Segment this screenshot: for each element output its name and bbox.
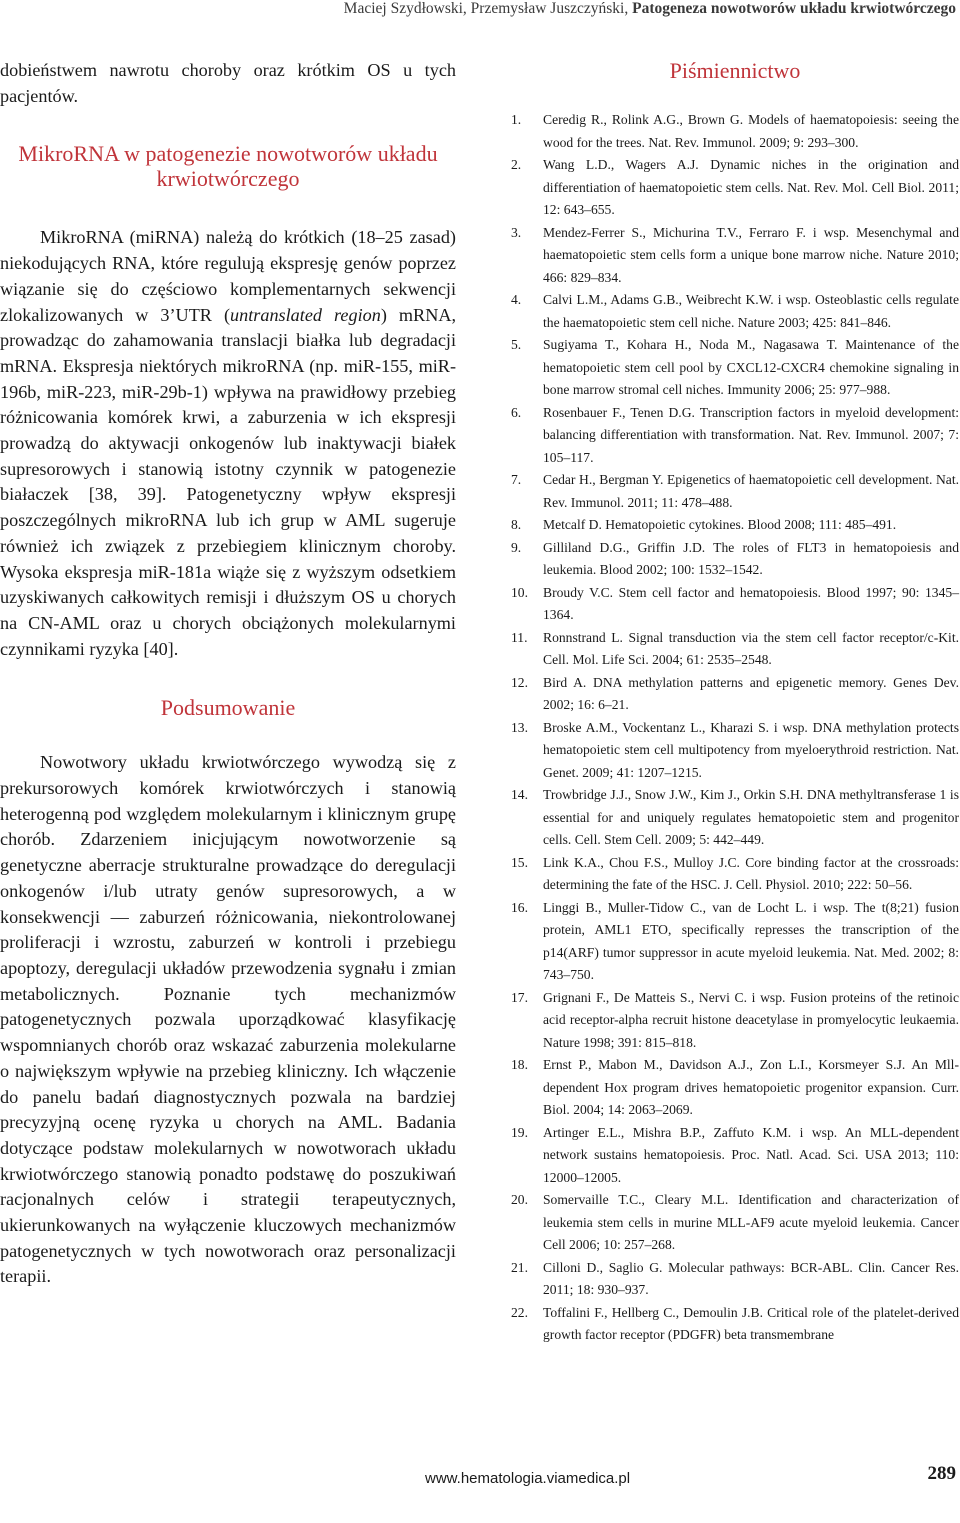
mikrorna-text-1: MikroRNA (miRNA) należą do krótkich (18–25 zasad) niekodujących RNA, które regulują ekspresję genów poprzez wiązanie się do częściowo komplementarnych sekwencji zlokalizowanych w 3’UTR ( [0, 227, 456, 325]
reference-number: 10. [511, 584, 528, 600]
reference-text: Somervaille T.C., Cleary M.L. Identification and characterization of leukemia stem cells in murine MLL-AF9 acute myeloid leukemia. Cancer Cell 2006; 10: 257–268. [543, 1192, 959, 1252]
reference-number: 7. [511, 472, 522, 487]
reference-text: Broudy V.C. Stem cell factor and hematopoiesis. Blood 1997; 90: 1345–1364. [543, 584, 959, 622]
reference-number: 9. [511, 539, 522, 555]
reference-number: 15. [511, 854, 528, 870]
reference-text: Link K.A., Chou F.S., Mulloy J.C. Core binding factor at the crossroads: determining the fate of the HSC. J. Cell. Physiol. 2010; 222: 50–56. [543, 854, 959, 892]
running-header [344, 0, 956, 18]
reference-number: 20. [511, 1192, 528, 1207]
reference-number: 8. [511, 517, 522, 532]
reference-number: 1. [511, 112, 522, 127]
reference-item [511, 897, 959, 987]
reference-text: Rosenbauer F., Tenen D.G. Transcription factors in myeloid development: balancing differentiation with transformation. Nat. Rev. Immunol. 2007; 7: 105–117. [543, 404, 959, 465]
reference-item [511, 1257, 959, 1302]
reference-item [511, 514, 959, 537]
reference-item [511, 1189, 959, 1257]
reference-number: 4. [511, 292, 522, 307]
reference-text: Ceredig R., Rolink A.G., Brown G. Models of haematopoiesis: seeing the wood for the trees. Nat. Rev. Immunol. 2009; 9: 293–300. [543, 112, 959, 150]
reference-number: 3. [511, 224, 522, 240]
reference-number: 2. [511, 157, 522, 172]
reference-text: Cedar H., Bergman Y. Epigenetics of haematopoietic cell development. Nat. Rev. Immunol. 2011; 11: 478–488. [543, 472, 959, 510]
reference-number: 11. [511, 629, 528, 645]
reference-number: 13. [511, 719, 528, 735]
reference-text: Grignani F., De Matteis S., Nervi C. i wsp. Fusion proteins of the retinoic acid receptor-alpha recruit histone deacetylase in promyelocytic leukaemia. Nature 1998; 391: 815–818. [543, 989, 959, 1050]
section-heading-mikrorna: MikroRNA w patogenezie nowotworów układu krwiotwórczego [18, 141, 438, 192]
section-heading-podsumowanie: Podsumowanie [160, 695, 296, 721]
reference-text: Sugiyama T., Kohara H., Noda M., Nagasawa T. Maintenance of the hematopoietic stem cell pool by CXCL12-CXCR4 chemokine signaling in bone marrow stromal cell niches. Immunity 2006; 25: 977–988. [543, 337, 959, 397]
reference-text: Metcalf D. Hematopoietic cytokines. Blood 2008; 111: 485–491. [543, 517, 897, 532]
mikrorna-text-2: ) mRNA, prowadząc do zahamowania translacji białka lub degradacji mRNA. Ekspresja niektórych mikroRNA (np. miR-155, miR-196b, miR-223, miR-29b-1) wpływa na prawidłowy przebieg różnicowania komórek krwi, a zaburzenia w ich ekspresji prowadzą do aktywacji onkogenów lub inaktywacji białek supresorowych i stanowią istotny czynnik w patogenezie białaczek [38, 39]. Patogenetyczny wpływ ekspresji poszczególnych mikroRNA lub ich grup w AML sugeruje również ich związek z przebiegiem klinicznym choroby. Wysoka ekspresja miR-181a wiąże się z wyższym odsetkiem uzyskiwanych całkowitych remisji i dłuższym OS u chorych na CN-AML oraz u chorych obciążonych molekularnymi czynnikami ryzyka [40]. [0, 304, 457, 659]
reference-item [511, 852, 959, 897]
reference-item [511, 222, 959, 290]
reference-number: 19. [511, 1124, 528, 1140]
reference-item [511, 672, 959, 717]
reference-text: Ronnstrand L. Signal transduction via the stem cell factor receptor/c-Kit. Cell. Mol. Life Sci. 2004; 61: 2535–2548. [543, 629, 959, 667]
page-number: 289 [927, 1463, 956, 1484]
reference-text: Wang L.D., Wagers A.J. Dynamic niches in the origination and differentiation of haematopoietic stem cells. Nat. Rev. Mol. Cell Biol. 2011; 12: 643–655. [543, 157, 959, 217]
reference-item [511, 1122, 959, 1190]
continued-paragraph: dobieństwem nawrotu choroby oraz krótkim OS u tych pacjentów. [0, 60, 456, 106]
reference-text: Artinger E.L., Mishra B.P., Zaffuto K.M. i wsp. An MLL-dependent network sustains hematopoiesis. Proc. Natl. Acad. Sci. USA 2013; 110: 12000–12005. [543, 1124, 959, 1185]
reference-text: Ernst P., Mabon M., Davidson A.J., Zon L.I., Korsmeyer S.J. An Mll-dependent Hox program drives hematopoietic progenitor expansion. Curr. Biol. 2004; 14: 2063–2069. [543, 1057, 959, 1117]
reference-text: Linggi B., Muller-Tidow C., van de Locht L. i wsp. The t(8;21) fusion protein, AML1 ETO, specifically represses the transcription of the p14(ARF) tumor suppressor in acute myeloid leukemia. Nat. Med. 2002; 8: 743–750. [543, 899, 959, 982]
reference-number: 14. [511, 787, 528, 802]
reference-item [511, 627, 959, 672]
reference-text: Gilliland D.G., Griffin J.D. The roles of FLT3 in hematopoiesis and leukemia. Blood 2002; 100: 1532–1542. [543, 539, 959, 577]
summary-paragraph: Nowotwory układu krwiotwórczego wywodzą się z prekursorowych komórek krwiotwórczych i stanowią heterogenną pod względem molekularnym i klinicznym grupę chorób. Zdarzeniem inicjującym nowotworzenie są genetyczne aberracje strukturalne prowadzące do deregulacji onkogenów i/lub utraty genów supresorowych, a w konsekwencji — zaburzeń różnicowania, niekontrolowanej proliferacji i wzrostu, zaburzeń w kontroli i przebiegu apoptozy, deregulacji układów przewodzenia sygnału i zmian metabolicznych. Poznanie tych mechanizmów patogenetycznych pozwala uporządkować klasyfikację wspomnianych chorób oraz wskazać zaburzenia molekularne o największym wpływie na przebieg kliniczny. Ich włączenie do panelu badań diagnostycznych pozwala na bardziej precyzyjną ocenę ryzyka u chorych na AML. Badania dotyczące podstaw molekularnych w nowotworach układu krwiotwórczego stanowią ponadto podstawę do poszukiwań racjonalnych celów i strategii terapeutycznych, ukierunkowanych na wyłączenie kluczowych mechanizmów patogenetycznych w tych nowotworach oraz personalizacji terapii. [0, 752, 456, 1287]
reference-item [511, 582, 959, 627]
reference-number: 17. [511, 989, 528, 1005]
reference-item [511, 784, 959, 852]
reference-text: Trowbridge J.J., Snow J.W., Kim J., Orkin S.H. DNA methyltransferase 1 is essential for and uniquely regulates hematopoietic stem and progenitor cells. Cell. Stem Cell. 2009; 5: 442–449. [543, 787, 959, 847]
reference-item [511, 987, 959, 1055]
reference-text: Bird A. DNA methylation patterns and epigenetic memory. Genes Dev. 2002; 16: 6–21. [543, 674, 959, 712]
reference-number: 22. [511, 1304, 528, 1320]
journal-url: www.hematologia.viamedica.pl [425, 1470, 631, 1487]
reference-item [511, 717, 959, 785]
reference-number: 5. [511, 337, 522, 352]
mikrorna-italic-term: untranslated region [230, 304, 381, 325]
reference-number: 18. [511, 1057, 528, 1072]
reference-item [511, 289, 959, 334]
reference-text: Toffalini F., Hellberg C., Demoulin J.B. Critical role of the platelet-derived growth factor receptor (PDGFR) beta transmembrane [543, 1304, 959, 1342]
reference-text: Mendez-Ferrer S., Michurina T.V., Ferraro F. i wsp. Mesenchymal and haematopoietic stem cells form a unique bone marrow niche. Nature 2010; 466: 829–834. [543, 224, 959, 285]
reference-item [511, 402, 959, 470]
left-column [0, 58, 456, 1290]
reference-number: 12. [511, 674, 528, 690]
mikrorna-paragraph [0, 225, 456, 662]
reference-item [511, 154, 959, 222]
reference-text: Cilloni D., Saglio G. Molecular pathways: BCR-ABL. Clin. Cancer Res. 2011; 18: 930–937. [543, 1259, 959, 1297]
reference-item [511, 1302, 959, 1347]
reference-number: 21. [511, 1259, 528, 1275]
reference-item [511, 334, 959, 402]
reference-text: Broske A.M., Vockentanz L., Kharazi S. i wsp. DNA methylation protects hematopoietic stem cell multipotency from myeloerythroid restriction. Nat. Genet. 2009; 41: 1207–1215. [543, 719, 959, 780]
header-article-title: Patogeneza nowotworów układu krwiotwórczego [632, 0, 956, 17]
references-column [511, 58, 959, 1347]
references-list [511, 109, 959, 1347]
reference-number: 6. [511, 404, 522, 420]
reference-item [511, 109, 959, 154]
header-authors: Maciej Szydłowski, Przemysław Juszczyński, [343, 0, 633, 17]
reference-text: Calvi L.M., Adams G.B., Weibrecht K.W. i wsp. Osteoblastic cells regulate the haematopoietic stem cell niche. Nature 2003; 425: 841–846. [543, 292, 959, 330]
reference-item [511, 1054, 959, 1122]
reference-item [511, 469, 959, 514]
references-heading: Piśmiennictwo [669, 58, 801, 83]
reference-number: 16. [511, 899, 528, 915]
reference-item [511, 537, 959, 582]
